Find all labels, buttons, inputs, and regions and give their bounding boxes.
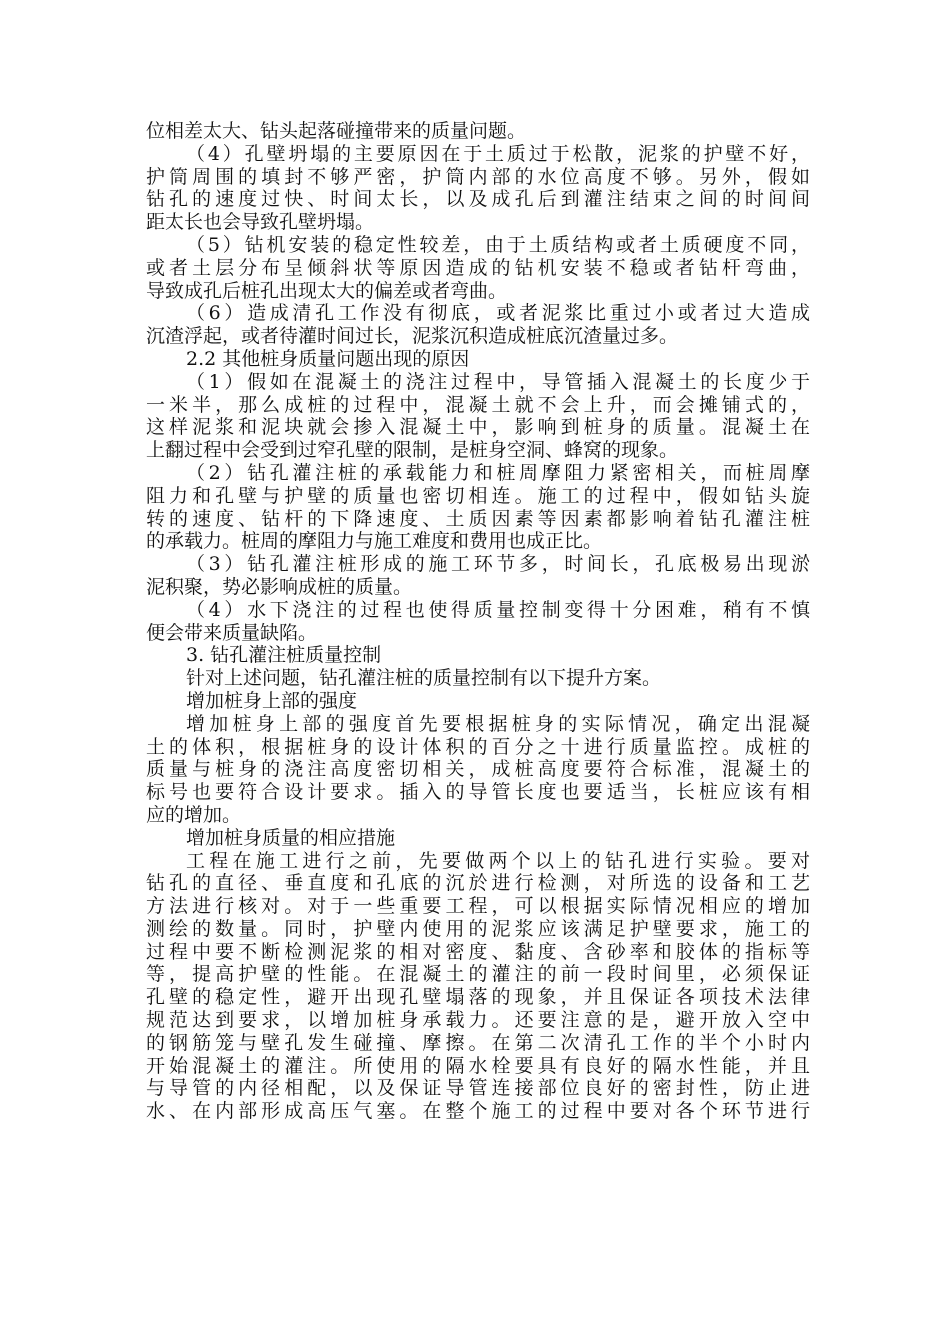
text-line: 工程在施工进行之前，先要做两个以上的钻孔进行实验。要对 (186, 849, 810, 872)
text-line: 沉渣浮起，或者待灌时间过长，泥浆沉积造成桩底沉渣量过多。 (146, 325, 679, 348)
text-line: 规范达到要求，以增加桩身承载力。还要注意的是，避开放入空中 (146, 1009, 810, 1032)
text-line: 增加桩身上部的强度首先要根据桩身的实际情况，确定出混凝 (186, 712, 810, 735)
text-line: 便会带来质量缺陷。 (146, 621, 318, 644)
text-line: 过程中要不断检测泥浆的相对密度、黏度、含砂率和胶体的指标等 (146, 940, 810, 963)
text-line: 一米半，那么成桩的过程中，混凝土就不会上升，而会摊铺式的， (146, 393, 810, 416)
text-line: （1）假如在混凝土的浇注过程中，导管插入混凝土的长度少于 (186, 370, 810, 393)
text-line: 开始混凝土的灌注。所使用的隔水栓要具有良好的隔水性能，并且 (146, 1054, 810, 1077)
text-line: （6）造成清孔工作没有彻底，或者泥浆比重过小或者过大造成 (186, 302, 810, 325)
text-line: 水、在内部形成高压气塞。在整个施工的过程中要对各个环节进行 (146, 1100, 810, 1123)
text-line: （4）水下浇注的过程也使得质量控制变得十分困难，稍有不慎 (186, 598, 810, 621)
text-line: 或者土层分布呈倾斜状等原因造成的钻机安装不稳或者钻杆弯曲， (146, 256, 810, 279)
text-line: 3. 钻孔灌注桩质量控制 (186, 644, 382, 667)
text-line: （3）钻孔灌注桩形成的施工环节多，时间长，孔底极易出现淤 (186, 553, 810, 576)
text-line: 与导管的内径相配，以及保证导管连接部位良好的密封性，防止进 (146, 1077, 810, 1100)
text-line: 应的增加。 (146, 803, 242, 826)
text-line: （2）钻孔灌注桩的承载能力和桩周摩阻力紧密相关，而桩周摩 (186, 461, 810, 484)
text-line: 转的速度、钻杆的下降速度、土质因素等因素都影响着钻孔灌注桩 (146, 507, 810, 530)
text-line: 测绘的数量。同时，护壁内使用的泥浆应该满足护壁要求，施工的 (146, 917, 810, 940)
text-line: 护筒周围的填封不够严密，护筒内部的水位高度不够。另外，假如 (146, 165, 810, 188)
text-line: 标号也要符合设计要求。插入的导管长度也要适当，长桩应该有相 (146, 781, 810, 804)
text-line: 的钢筋笼与壁孔发生碰撞、摩擦。在第二次清孔工作的半个小时内 (146, 1031, 810, 1054)
text-line: 针对上述问题，钻孔灌注桩的质量控制有以下提升方案。 (186, 667, 662, 690)
text-line: 钻孔的速度过快、时间太长，以及成孔后到灌注结束之间的时间间 (146, 188, 810, 211)
text-line: （4）孔壁坍塌的主要原因在于土质过于松散，泥浆的护壁不好， (186, 142, 810, 165)
text-line: 2.2 其他桩身质量问题出现的原因 (186, 347, 470, 370)
text-line: 增加桩身质量的相应措施 (186, 826, 396, 849)
text-line: 位相差太大、钻头起落碰撞带来的质量问题。 (146, 120, 527, 142)
text-line: 导致成孔后桩孔出现太大的偏差或者弯曲。 (146, 279, 508, 302)
text-line: 土的体积，根据桩身的设计体积的百分之十进行质量监控。成桩的 (146, 735, 810, 758)
text-line: 钻孔的直径、垂直度和孔底的沉於进行检测，对所选的设备和工艺 (146, 872, 810, 895)
text-line: 这样泥浆和泥块就会掺入混凝土中，影响到桩身的质量。混凝土在 (146, 416, 810, 439)
text-line: 阻力和孔壁与护壁的质量也密切相连。施工的过程中，假如钻头旋 (146, 484, 810, 507)
text-line: （5）钻机安装的稳定性较差，由于土质结构或者土质硬度不同， (186, 233, 810, 256)
text-line: 孔壁的稳定性，避开出现孔壁塌落的现象，并且保证各项技术法律 (146, 986, 810, 1009)
text-line: 泥积聚，势必影响成桩的质量。 (146, 575, 413, 598)
text-line: 方法进行核对。对于一些重要工程，可以根据实际情况相应的增加 (146, 895, 810, 918)
document-page (146, 120, 810, 1123)
text-line: 质量与桩身的浇注高度密切相关，成桩高度要符合标准，混凝土的 (146, 758, 810, 781)
text-line: 上翻过程中会受到过窄孔壁的限制，是桩身空洞、蜂窝的现象。 (146, 439, 679, 462)
text-line: 等，提高护壁的性能。在混凝土的灌注的前一段时间里，必须保证 (146, 963, 810, 986)
text-line: 距太长也会导致孔壁坍塌。 (146, 211, 375, 234)
text-line: 增加桩身上部的强度 (186, 689, 358, 712)
text-line: 的承载力。桩周的摩阻力与施工难度和费用也成正比。 (146, 530, 603, 553)
